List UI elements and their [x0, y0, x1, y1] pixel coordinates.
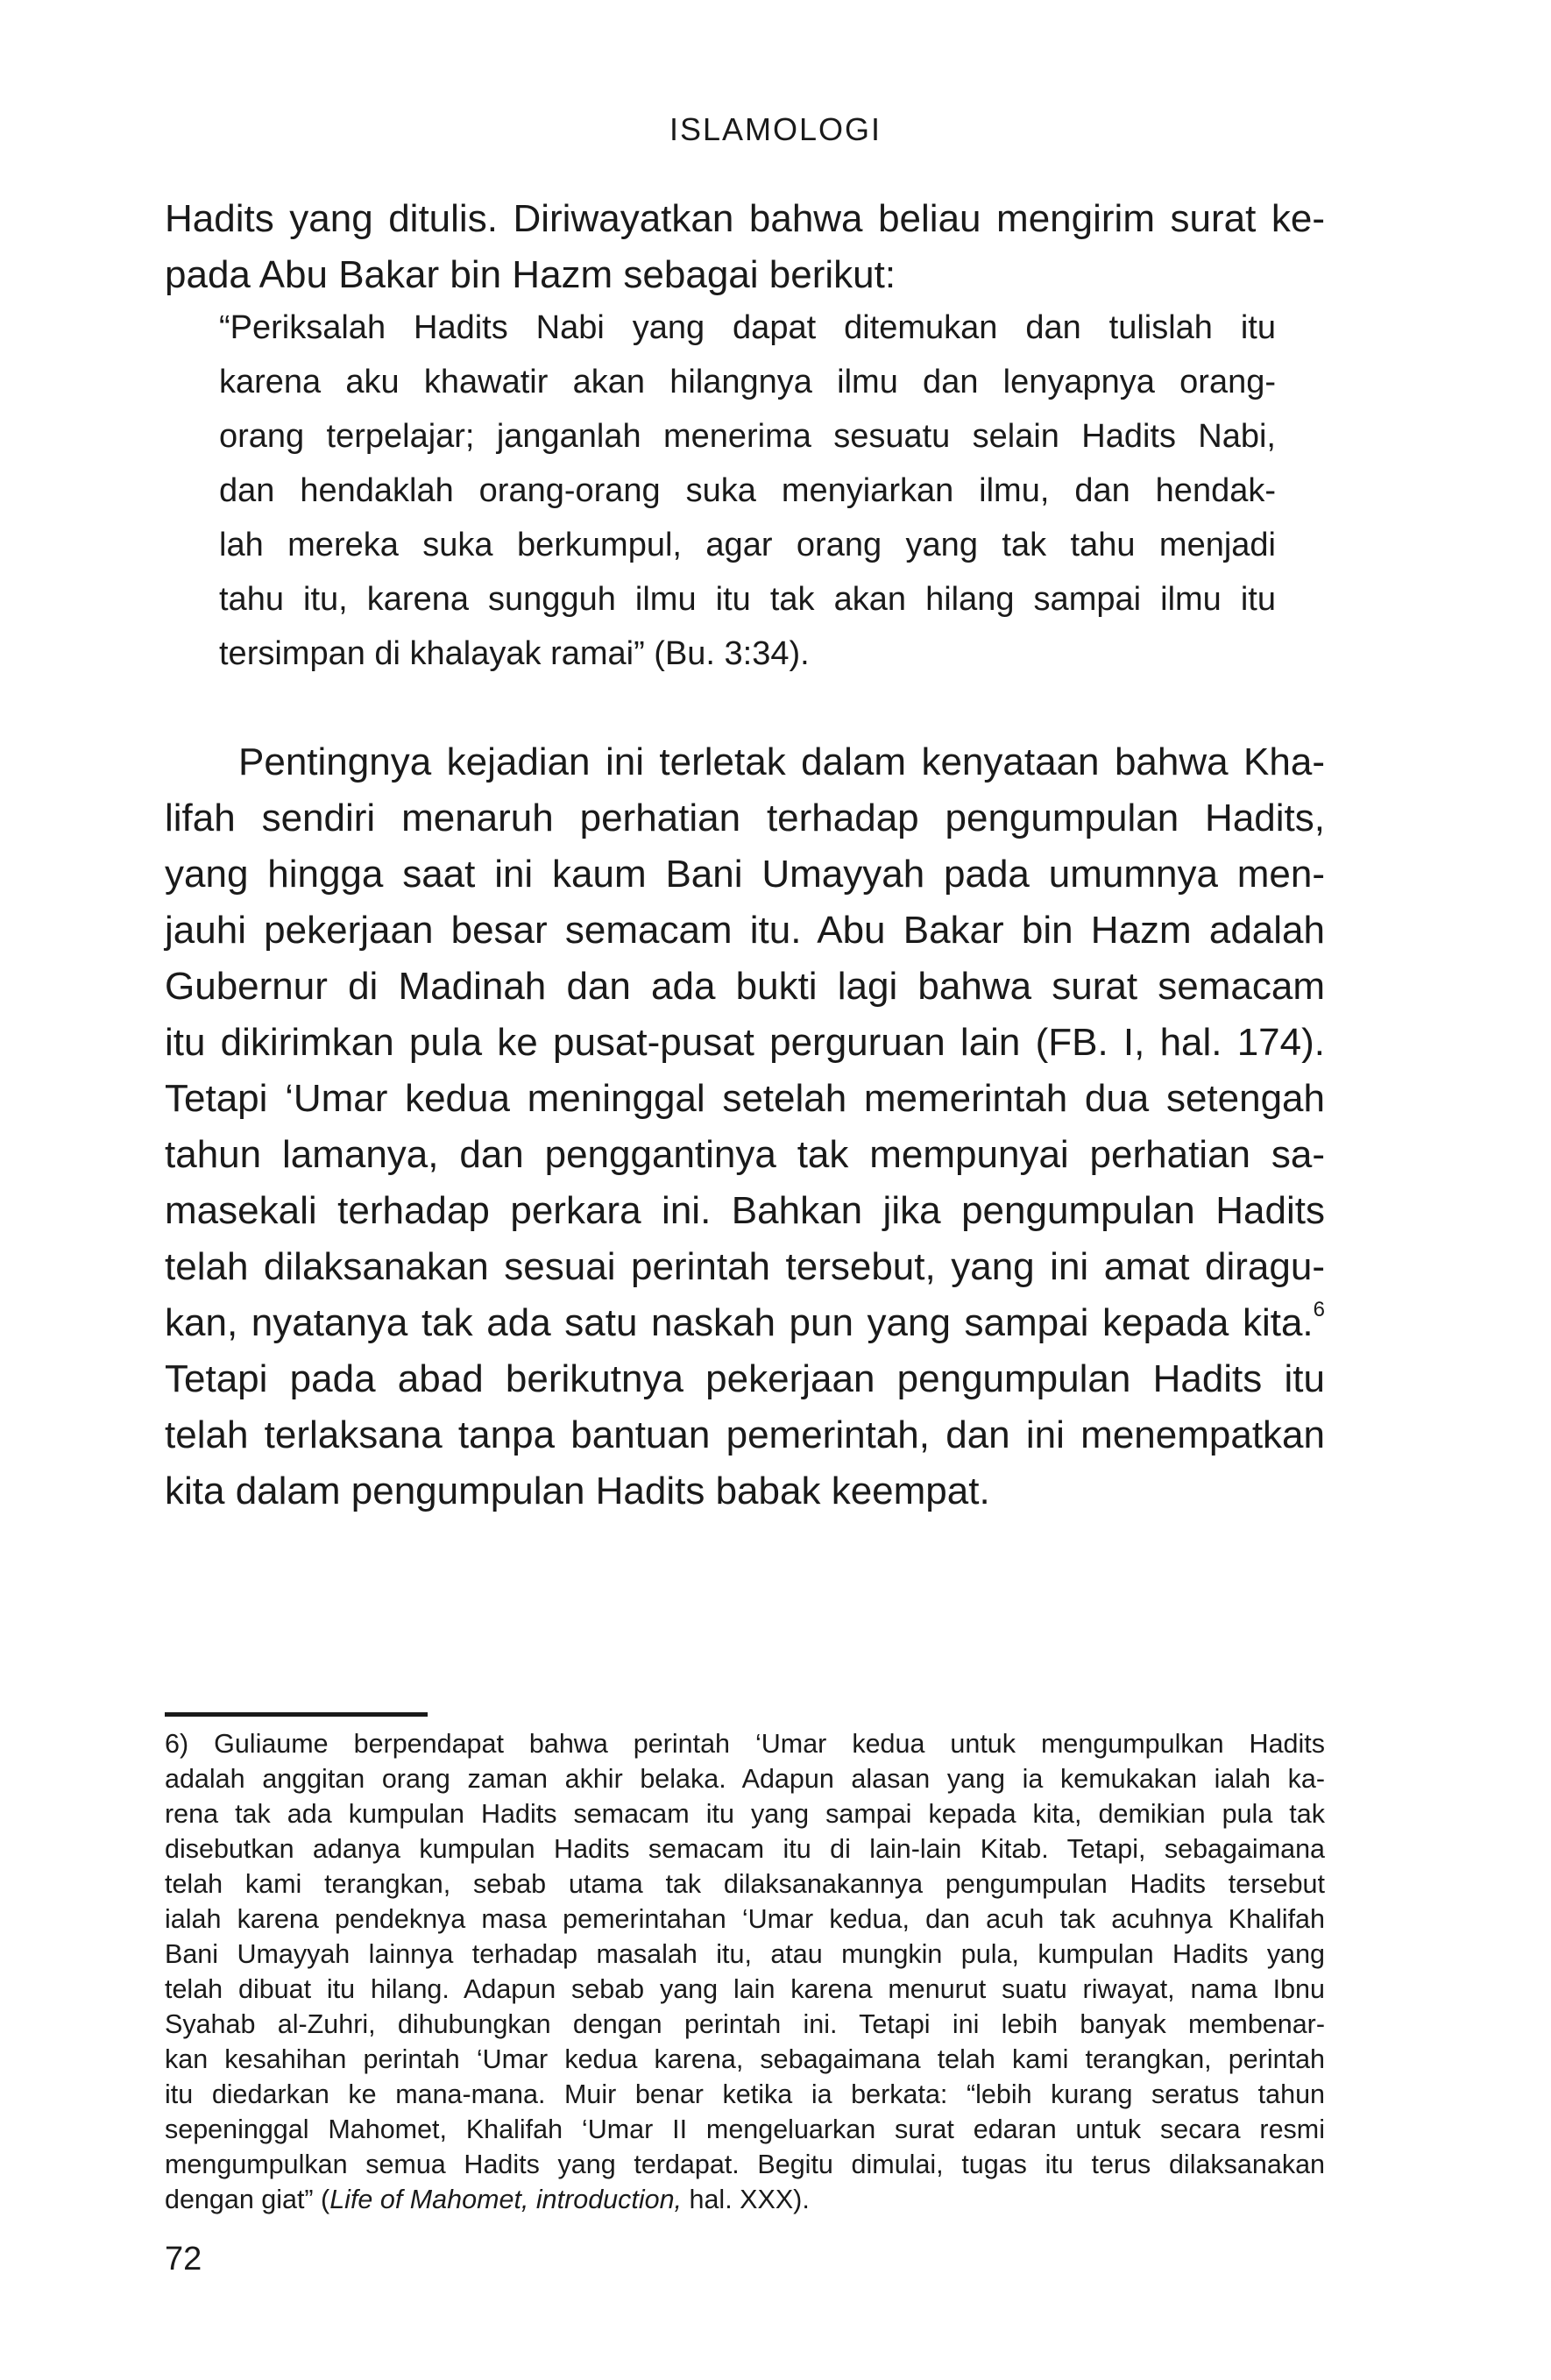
body-line: telah dilaksanakan sesuai perintah tersebut, yang ini amat diragu- — [165, 1245, 1325, 1288]
footnote-reference[interactable]: 6 — [1313, 1298, 1325, 1321]
quote-line: lah mereka suka berkumpul, agar orang yang tak tahu menjadi — [219, 527, 1276, 563]
body-line: yang hingga saat ini kaum Bani Umayyah pada umumnya men- — [165, 853, 1325, 896]
body-line: Tetapi pada abad berikutnya pekerjaan pengumpulan Hadits itu — [165, 1357, 1325, 1400]
footnote-line: adalah anggitan orang zaman akhir belaka. Adapun alasan yang ia kemukakan ialah ka- — [165, 1764, 1325, 1794]
footnote-text: hal. XXX). — [682, 2185, 810, 2214]
footnote-divider — [165, 1712, 428, 1717]
body-line: Tetapi ‘Umar kedua meninggal setelah memerintah dua setengah — [165, 1077, 1325, 1120]
footnote-line: rena tak ada kumpulan Hadits semacam itu yang sampai kepada kita, demikian pula tak — [165, 1799, 1325, 1829]
footnote-line: mengumpulkan semua Hadits yang terdapat. Begitu dimulai, tugas itu terus dilaksanakan — [165, 2150, 1325, 2179]
body-line-with-footnote-ref — [165, 1295, 1325, 1351]
body-line: itu dikirimkan pula ke pusat-pusat perguruan lain (FB. I, hal. 174). — [165, 1021, 1325, 1064]
body-line: telah terlaksana tanpa bantuan pemerintah, dan ini menempatkan — [165, 1413, 1325, 1456]
body-line-text: kan, nyatanya tak ada satu naskah pun yang sampai kepada kita. — [165, 1301, 1314, 1344]
footnote-book-title: Life of Mahomet, introduction, — [329, 2185, 683, 2214]
running-header: ISLAMOLOGI — [669, 111, 882, 147]
footnote-line: sepeninggal Mahomet, Khalifah ‘Umar II mengeluarkan surat edaran untuk secara resmi — [165, 2114, 1325, 2144]
quote-line: orang terpelajar; janganlah menerima sesuatu selain Hadits Nabi, — [219, 418, 1276, 455]
body-line: pada Abu Bakar bin Hazm sebagai berikut: — [165, 253, 896, 296]
quote-line: “Periksalah Hadits Nabi yang dapat ditemukan dan tulislah itu — [219, 309, 1276, 346]
footnote-line: telah kami terangkan, sebab utama tak dilaksanakannya pengumpulan Hadits tersebut — [165, 1869, 1325, 1899]
quote-line: karena aku khawatir akan hilangnya ilmu dan lenyapnya orang- — [219, 364, 1276, 400]
quote-line: tahu itu, karena sungguh ilmu itu tak akan hilang sampai ilmu itu — [219, 581, 1276, 618]
body-line: masekali terhadap perkara ini. Bahkan jika pengumpulan Hadits — [165, 1189, 1325, 1232]
body-line: kita dalam pengumpulan Hadits babak keempat. — [165, 1470, 990, 1512]
footnote-line: ialah karena pendeknya masa pemerintahan ‘Umar kedua, dan acuh tak acuhnya Khalifah — [165, 1904, 1325, 1934]
footnote-line: telah dibuat itu hilang. Adapun sebab yang lain karena menurut suatu riwayat, nama Ibnu — [165, 1974, 1325, 2004]
footnote-line: kan kesahihan perintah ‘Umar kedua karena, sebagaimana telah kami terangkan, perintah — [165, 2044, 1325, 2074]
footnote-text: dengan giat” ( — [165, 2185, 330, 2214]
body-line: tahun lamanya, dan penggantinya tak mempunyai perhatian sa- — [165, 1133, 1325, 1176]
body-line: Hadits yang ditulis. Diriwayatkan bahwa beliau mengirim surat ke- — [165, 197, 1325, 240]
quote-line: tersimpan di khalayak ramai” (Bu. 3:34). — [219, 635, 810, 672]
footnote-line: itu diedarkan ke mana-mana. Muir benar ketika ia berkata: “lebih kurang seratus tahun — [165, 2079, 1325, 2109]
footnote-line: Bani Umayyah lainnya terhadap masalah itu, atau mungkin pula, kumpulan Hadits yang — [165, 1939, 1325, 1969]
quote-line: dan hendaklah orang-orang suka menyiarkan ilmu, dan hendak- — [219, 472, 1276, 509]
footnote-line: 6) Guliaume berpendapat bahwa perintah ‘Umar kedua untuk mengumpulkan Hadits — [165, 1729, 1325, 1759]
body-line: Pentingnya kejadian ini terletak dalam kenyataan bahwa Kha- — [238, 740, 1325, 783]
footnote-last-line — [165, 2182, 1325, 2217]
footnote-line: Syahab al-Zuhri, dihubungkan dengan perintah ini. Tetapi ini lebih banyak membenar- — [165, 2009, 1325, 2039]
page-number: 72 — [165, 2241, 202, 2277]
body-line: Gubernur di Madinah dan ada bukti lagi bahwa surat semacam — [165, 965, 1325, 1008]
body-line: jauhi pekerjaan besar semacam itu. Abu Bakar bin Hazm adalah — [165, 909, 1325, 952]
body-line: lifah sendiri menaruh perhatian terhadap pengumpulan Hadits, — [165, 797, 1325, 839]
footnote-line: disebutkan adanya kumpulan Hadits semacam itu di lain-lain Kitab. Tetapi, sebagaimana — [165, 1834, 1325, 1864]
